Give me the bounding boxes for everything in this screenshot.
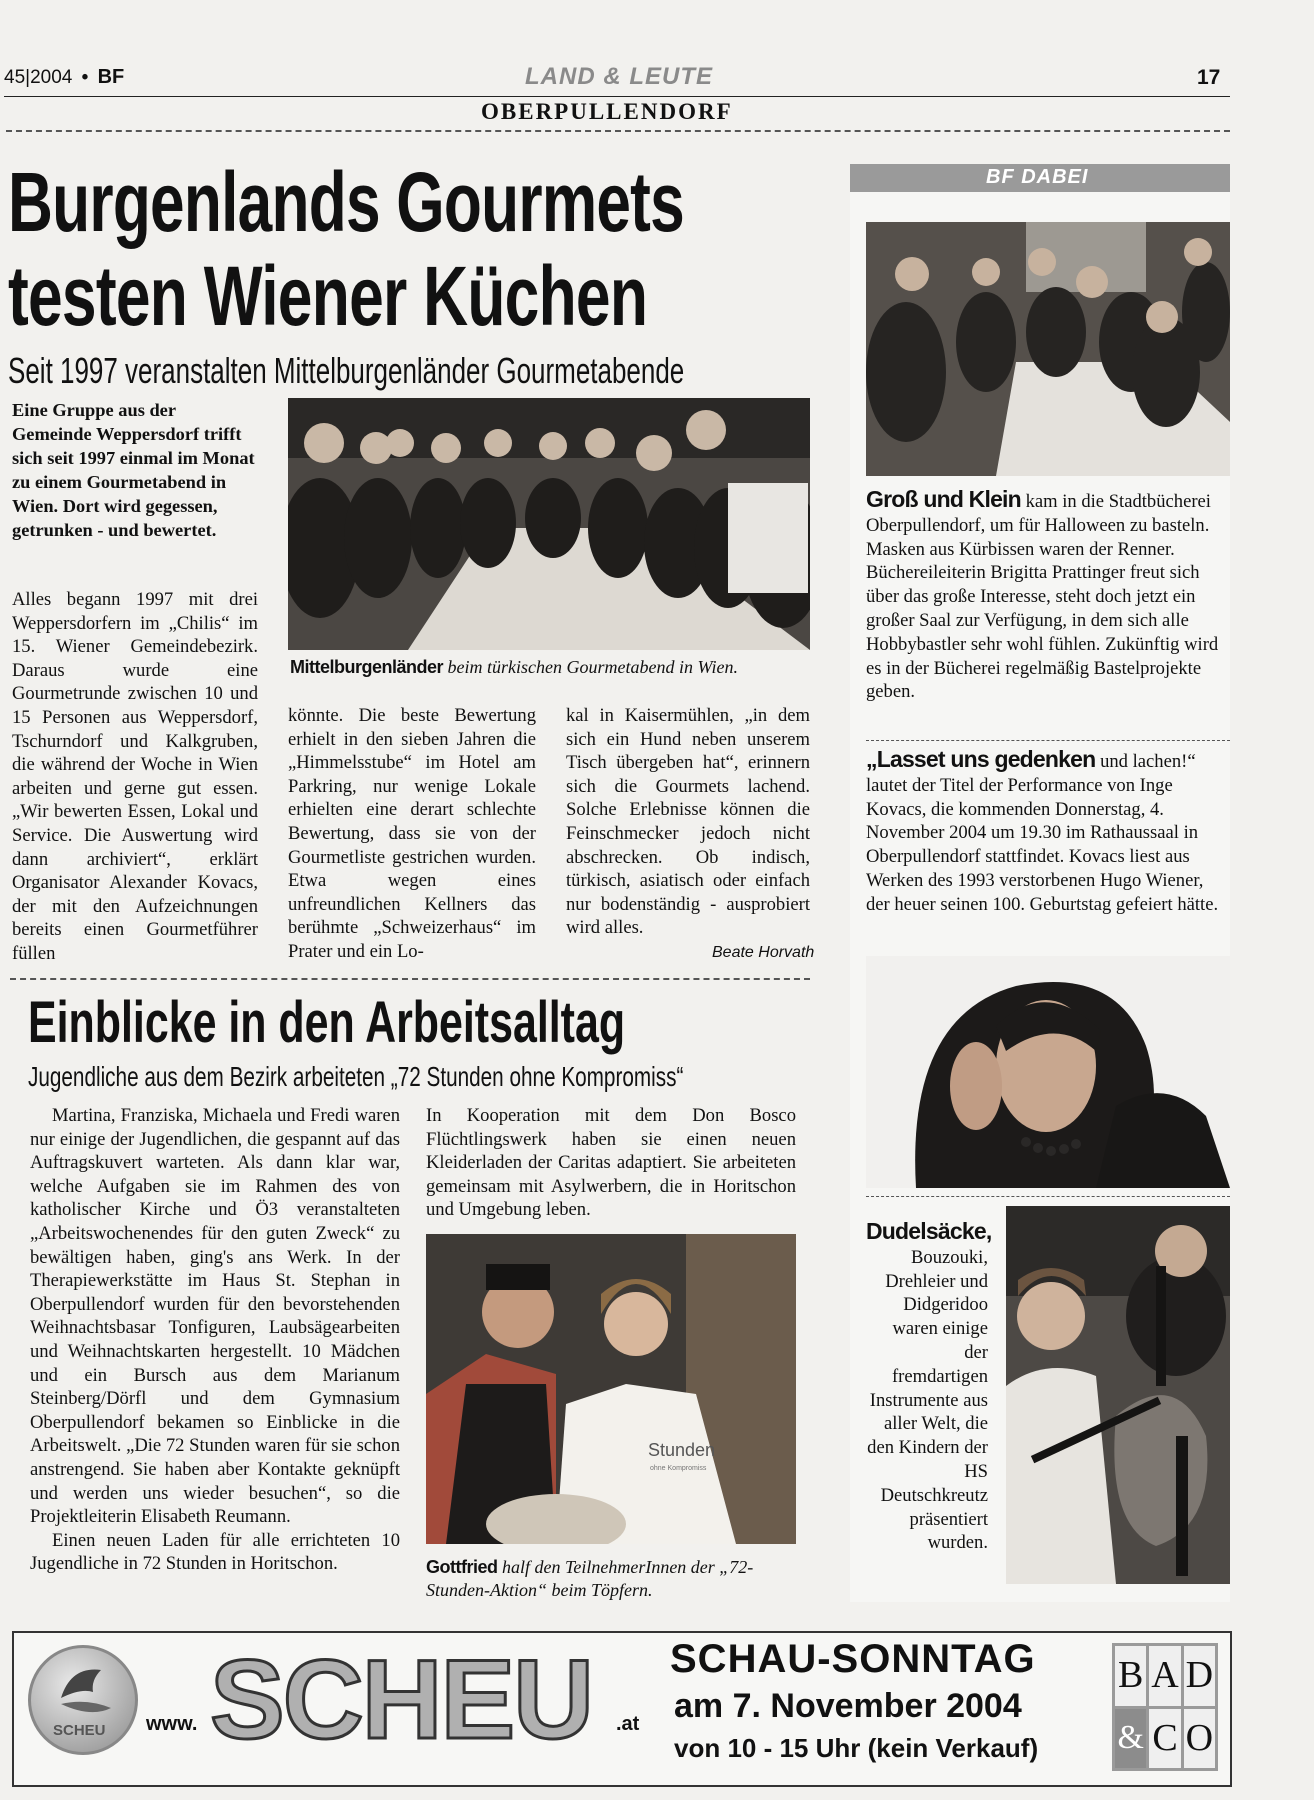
main-headline-line2: testen Wiener Küchen: [8, 249, 648, 343]
scheu-logo-circle: [28, 1645, 138, 1755]
section-title: LAND & LEUTE: [525, 63, 713, 90]
main-col2: [288, 704, 536, 964]
halloween-text: kam in die Stadtbücherei Oberpullendorf, um für Halloween zu basteln. Masken aus Kürbissen waren der Renner. Büchereileiterin Brigitta Prattinger freut sich über das große Interesse, steht doch jetzt ein großer Saal zur Verfügung, in dem sich alle Hobbybastler sehr wohl fühlen. Zukünftig wird es in der Bücherei regelmäßig Bastelprojekte geben.: [866, 491, 1219, 703]
instruments-lead: Dudelsäcke,: [866, 1218, 992, 1244]
gourmet-photo-caption: [290, 656, 830, 679]
main-col3: [566, 704, 810, 940]
badge-letter: &: [1115, 1709, 1146, 1769]
bad-co-badge: [1112, 1643, 1218, 1771]
header-rule: [4, 96, 1230, 97]
instruments-text: Bouzouki, Drehleier und Didgeridoo waren einige der fremdartigen Instrumente aus aller Welt, die den Kindern der HS Deutschkreutz präsentiert wurden.: [867, 1246, 988, 1554]
main-lead-text: Eine Gruppe aus der Gemeinde Weppersdorf trifft sich seit 1997 einmal im Monat zu einem Gourmetabend in Wien. Dort wird gegessen, getrunken - und bewertet.: [12, 400, 255, 540]
badge-letter: B: [1115, 1646, 1146, 1706]
badge-letter: O: [1184, 1709, 1215, 1769]
main-headline-line1: Burgenlands Gourmets: [8, 155, 684, 249]
bullet: •: [81, 67, 89, 88]
main-lead: [12, 398, 258, 542]
article-divider: [10, 978, 810, 980]
sidebar-item-performance: [866, 748, 1230, 917]
badge-letter: A: [1149, 1646, 1180, 1706]
main-subheadline: Seit 1997 veranstalten Mittelburgenländer Gourmetabende: [8, 350, 685, 391]
halloween-photo: [866, 222, 1230, 476]
bagpipe-photo: [1006, 1206, 1230, 1584]
ad-www: www.: [146, 1713, 198, 1735]
ad-brand: SCHEU: [210, 1637, 593, 1762]
second-col1: [30, 1104, 400, 1576]
performance-text: lautet der Titel der Performance von Inge Kovacs, die kommenden Donnerstag, 4. November 2004 um 19.30 im Rathaussaal in Oberpullendorf stattfindet. Kovacs liest aus Werken des 1993 verstorbenen Hugo Wiener, der heuer seinen 100. Geburtstag gefeiert hätte.: [866, 774, 1219, 915]
second-col1-text: Martina, Franziska, Michaela und Fredi waren nur einige der Jugendlichen, die gespannt auf das Auftragskuvert warteten. Als dann klar war, welche Aufgaben sie im Rahmen des von katholischer Kirche und Ö3 veranstalteten „Arbeitswochenendes für den guten Zweck“ zu bewältigen haben, ging's ans Werk. In der Therapiewerkstätte im Haus St. Stephan in Oberpullendorf wurden für den bevorstehenden Weihnachtsbasar Tonfiguren, Laubsägearbeiten und Weihnachtskarten hergestellt. 10 Mädchen und ein Bursch aus dem Marianum Steinberg/Dörfl und dem Gymnasium Oberpullendorf bekamen so Einblicke in die Arbeitswelt. „Die 72 Stunden waren für sie schon anstrengend. Sie haben aber Kontakte geknüpft und werden uns wieder besuchen“, so die Projektleiterin Elisabeth Reumann.: [30, 1105, 400, 1528]
badge-letter: C: [1149, 1709, 1180, 1769]
second-col1-end-text: Einen neuen Laden für alle errichteten 10 Jugendliche in 72 Stunden in Horitschon.: [30, 1529, 400, 1575]
sidebar-item-halloween: [866, 488, 1230, 704]
main-col3-text: kal in Kaisermühlen, „in dem sich ein Hund neben unserem Tisch übergeben hat“, erinnern sich die Gourmets lachend. Solche Erlebnisse können die Feinschmecker jedoch nicht abschrecken. Ob indisch, türkisch, asiatisch oder einfach nur bodenständig - ausprobiert wird alles.: [566, 705, 810, 939]
second-col2-text: In Kooperation mit dem Don Bosco Flüchtlingswerk haben sie einen neuen Kleiderladen der Caritas adaptiert. Sie arbeiteten gemeinsam mit Asylwerbern, die in Horitschon und Umgebung leben.: [426, 1105, 796, 1221]
paper-name: BF: [97, 66, 125, 88]
scheu-logo-text: SCHEU: [53, 1722, 106, 1739]
second-col2: [426, 1104, 796, 1222]
gourmet-caption-italic: beim türkischen Gourmetabend in Wien.: [447, 657, 738, 677]
pottery-shirt-small-text: ohne Kompromiss: [650, 1465, 707, 1472]
pottery-caption-italic: half den TeilnehmerInnen der „72-Stunden-Aktion“ beim Töpfern.: [426, 1557, 754, 1600]
pottery-caption-bold: Gottfried: [426, 1557, 498, 1577]
region-label: OBERPULLENDORF: [481, 99, 733, 124]
inge-kovacs-photo: [866, 956, 1230, 1188]
performance-lead: „Lasset uns gedenken: [866, 746, 1096, 772]
ad-line2: am 7. November 2004: [674, 1687, 1022, 1725]
sidebar-banner: [850, 164, 1230, 192]
main-col1: [12, 588, 258, 966]
sidebar-divider-2: [866, 1196, 1230, 1197]
main-author: Beate Horvath: [712, 944, 815, 961]
header-dash-rule: [6, 130, 1230, 132]
second-subheadline: Jugendliche aus dem Bezirk arbeiteten „72 Stunden ohne Kompromiss“: [28, 1061, 684, 1092]
pottery-shirt-text: Stunden: [648, 1440, 716, 1460]
main-col2-text: könnte. Die beste Bewertung erhielt in den sieben Jahren die „Himmelsstube“ im Hotel am Parkring, nur wenige Lokale erhielten eine derart schlechte Bewertung, dass sie von der Gourmetliste gestrichen wurden. Etwa wegen eines unfreundlichen Kellners das berühmte „Schweizerhaus“ im Prater und ein Lo-: [288, 705, 536, 962]
sidebar-divider-1: [866, 740, 1230, 741]
second-headline: Einblicke in den Arbeitsalltag: [28, 990, 626, 1055]
ad-tld: .at: [616, 1713, 640, 1735]
pottery-photo: [426, 1234, 796, 1544]
issue-number: 45|2004: [4, 67, 73, 88]
sidebar-banner-text: BF DABEI: [986, 166, 1089, 188]
halloween-lead: Groß und Klein: [866, 486, 1021, 512]
page-number: 17: [1197, 66, 1221, 89]
ad-line1: SCHAU-SONNTAG: [670, 1637, 1036, 1681]
badge-letter: D: [1184, 1646, 1215, 1706]
performance-lead-rest: und lachen!“: [1100, 751, 1196, 772]
ad-line3: von 10 - 15 Uhr (kein Verkauf): [674, 1733, 1039, 1763]
issue-label: [4, 66, 124, 89]
pottery-photo-caption: [426, 1556, 796, 1602]
ad-banner: [12, 1631, 1232, 1787]
main-col1-text: Alles begann 1997 mit drei Weppersdorfern im „Chilis“ im 15. Wiener Gemeindebezirk. Daraus wurde eine Gourmetrunde zwischen 10 und 15 Personen aus Weppersdorf, Tschurndorf und Kalkgruben, die während der Woche in Wien arbeiten und gerne gut essen. „Wir bewerten Essen, Lokal und Service. Die Auswertung wird dann archiviert“, erklärt Organisator Alexander Kovacs, der mit den Aufzeichnungen bereits einen Gourmetführer füllen: [12, 589, 258, 964]
gourmet-group-photo: [288, 398, 810, 650]
gourmet-caption-bold: Mittelburgenländer: [290, 657, 444, 677]
sidebar-item-instruments: [866, 1218, 992, 1555]
